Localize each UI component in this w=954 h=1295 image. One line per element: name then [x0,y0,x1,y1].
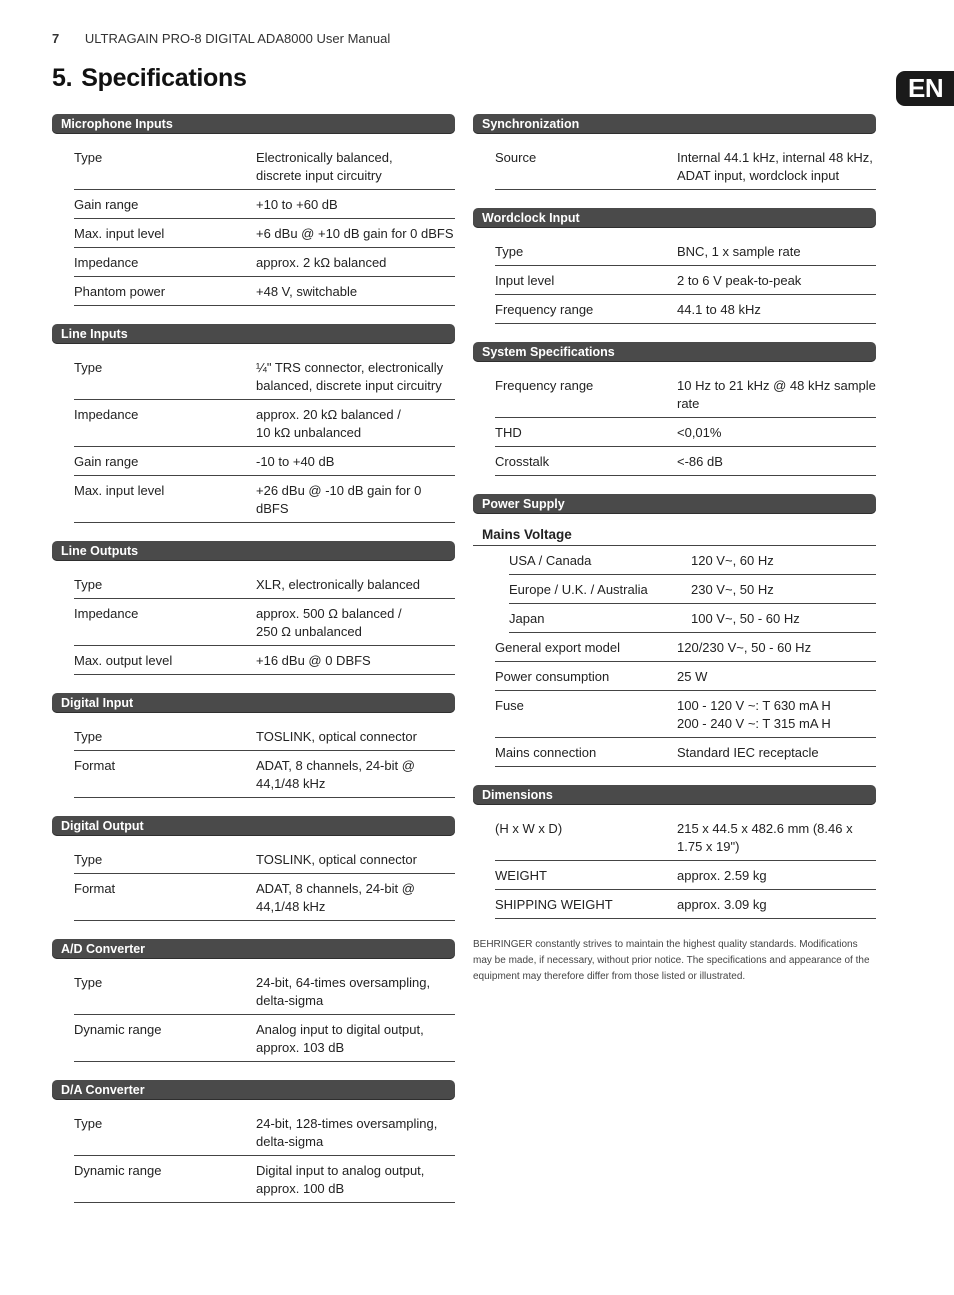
spec-row [509,575,876,604]
spec-value: approx. 2 kΩ balanced [256,255,387,270]
spec-value: 100 V~, 50 - 60 Hz [691,611,800,626]
spec-label: Phantom power [74,284,166,299]
spec-value: +26 dBu @ -10 dB gain for 0 dBFS [256,483,422,516]
spec-label: Type [74,360,103,375]
spec-row [74,845,455,874]
spec-label: Input level [495,273,555,288]
page-title [52,64,247,93]
spec-value: XLR, electronically balanced [256,577,421,592]
subsection-title: Mains Voltage [473,523,876,546]
spec-value: Digital input to analog output, approx. 100 dB [256,1163,425,1196]
spec-row [74,248,455,277]
section-header: D/A Converter [52,1080,455,1100]
spec-value: +48 V, switchable [256,284,358,299]
section-body [473,814,876,919]
section-header: System Specifications [473,342,876,362]
spec-section [473,114,876,190]
spec-value: 120 V~, 60 Hz [691,553,774,568]
spec-value: Standard IEC receptacle [677,745,819,760]
spec-label: Mains connection [495,745,597,760]
spec-section [52,114,455,306]
spec-value: Analog input to digital output, approx. 103 dB [256,1022,424,1055]
spec-row [74,968,455,1015]
spec-label: Type [74,852,103,867]
spec-label: Gain range [74,454,139,469]
spec-label: Format [74,758,116,773]
spec-value: +10 to +60 dB [256,197,338,212]
spec-value: TOSLINK, optical connector [256,852,417,867]
spec-row [74,722,455,751]
spec-label: Power consumption [495,669,610,684]
spec-row [495,738,876,767]
spec-value: 100 - 120 V ~: T 630 mA H 200 - 240 V ~: T 315 mA H [677,698,831,731]
spec-value: 24-bit, 64-times oversampling, delta-sigma [256,975,431,1008]
spec-value: ¼" TRS connector, electronically balanced, discrete input circuitry [256,360,444,393]
spec-row [74,599,455,646]
spec-value: 215 x 44.5 x 482.6 mm (8.46 x 1.75 x 19") [677,821,853,854]
spec-label: Source [495,150,537,165]
spec-row [495,633,876,662]
spec-value: Electronically balanced, discrete input circuitry [256,150,393,183]
spec-row [495,861,876,890]
spec-label: SHIPPING WEIGHT [495,897,613,912]
page-header [52,31,390,46]
spec-value: 44.1 to 48 kHz [677,302,761,317]
spec-section [473,208,876,324]
spec-row [74,277,455,306]
section-body [52,722,455,798]
spec-section [473,342,876,476]
spec-section [52,939,455,1062]
section-header: A/D Converter [52,939,455,959]
spec-row [74,143,455,190]
spec-section [52,324,455,523]
spec-value: 10 Hz to 21 kHz @ 48 kHz sample rate [677,378,876,411]
spec-row [74,219,455,248]
spec-value: 24-bit, 128-times oversampling, delta-sigma [256,1116,438,1149]
spec-label: Type [74,1116,103,1131]
section-body [52,845,455,921]
spec-section [52,693,455,798]
spec-label: Japan [509,611,545,626]
section-header: Dimensions [473,785,876,805]
spec-label: Max. input level [74,226,165,241]
spec-section [473,494,876,767]
section-body [52,353,455,523]
spec-value: <0,01% [677,425,722,440]
language-tab: EN [896,71,954,106]
left-column [52,114,455,1221]
spec-value: approx. 20 kΩ balanced / 10 kΩ unbalanced [256,407,401,440]
spec-value: 120/230 V~, 50 - 60 Hz [677,640,812,655]
page-number: 7 [52,31,60,46]
spec-label: Max. output level [74,653,173,668]
section-number: 5. [52,64,73,92]
spec-row [509,546,876,575]
section-body [473,143,876,190]
spec-value: approx. 3.09 kg [677,897,767,912]
spec-value: -10 to +40 dB [256,454,335,469]
section-body [52,143,455,306]
spec-row [495,295,876,324]
spec-label: Impedance [74,255,139,270]
spec-label: Europe / U.K. / Australia [509,582,648,597]
spec-row [74,1156,455,1203]
section-header: Synchronization [473,114,876,134]
section-title: Specifications [81,64,247,92]
spec-row [509,604,876,633]
spec-label: Fuse [495,698,524,713]
spec-row [74,353,455,400]
spec-row [74,400,455,447]
spec-row [495,814,876,861]
section-body [52,1109,455,1203]
spec-value: approx. 2.59 kg [677,868,767,883]
spec-label: General export model [495,640,621,655]
spec-value: BNC, 1 x sample rate [677,244,801,259]
spec-label: Impedance [74,606,139,621]
spec-label: Gain range [74,197,139,212]
spec-label: WEIGHT [495,868,547,883]
spec-value: 230 V~, 50 Hz [691,582,774,597]
spec-label: Max. input level [74,483,165,498]
section-body [52,570,455,675]
spec-row [74,751,455,798]
spec-label: Impedance [74,407,139,422]
spec-row [495,143,876,190]
spec-value: TOSLINK, optical connector [256,729,417,744]
section-body [473,546,876,767]
right-column [473,114,876,985]
section-header: Line Outputs [52,541,455,561]
indented-rows [495,546,876,633]
spec-value: ADAT, 8 channels, 24-bit @ 44,1/48 kHz [256,758,415,791]
spec-row [74,190,455,219]
section-body [473,237,876,324]
section-header: Line Inputs [52,324,455,344]
section-header: Digital Input [52,693,455,713]
spec-row [495,890,876,919]
spec-section [52,816,455,921]
spec-row [74,1015,455,1062]
spec-label: Type [74,729,103,744]
spec-label: Type [74,975,103,990]
section-header: Microphone Inputs [52,114,455,134]
spec-label: Dynamic range [74,1022,162,1037]
spec-value: ADAT, 8 channels, 24-bit @ 44,1/48 kHz [256,881,415,914]
spec-label: Type [74,150,103,165]
spec-value: +6 dBu @ +10 dB gain for 0 dBFS [256,226,454,241]
spec-label: Type [74,577,103,592]
disclaimer-note: BEHRINGER constantly strives to maintain the highest quality standards. Modifications may be made, if necessary, without prior notice. The specifications and appearance of the equipment may therefore differ from those listed or illustrated. [473,939,870,982]
spec-row [495,237,876,266]
spec-row [495,418,876,447]
spec-row [495,447,876,476]
section-body [473,371,876,476]
spec-row [495,662,876,691]
spec-label: THD [495,425,522,440]
spec-row [74,874,455,921]
spec-row [495,266,876,295]
spec-section [52,1080,455,1203]
spec-label: Frequency range [495,378,594,393]
spec-value: 25 W [677,669,708,684]
spec-label: Dynamic range [74,1163,162,1178]
spec-row [74,646,455,675]
spec-value: +16 dBu @ 0 DBFS [256,653,371,668]
spec-section [52,541,455,675]
spec-value: Internal 44.1 kHz, internal 48 kHz, ADAT input, wordclock input [677,150,873,183]
spec-label: USA / Canada [509,553,592,568]
spec-label: (H x W x D) [495,821,563,836]
document-title: ULTRAGAIN PRO-8 DIGITAL ADA8000 User Manual [84,31,391,46]
spec-row [74,476,455,523]
spec-label: Type [495,244,524,259]
section-header: Wordclock Input [473,208,876,228]
spec-row [495,691,876,738]
spec-row [74,570,455,599]
spec-section [473,785,876,919]
spec-row [74,1109,455,1156]
spec-label: Frequency range [495,302,594,317]
spec-value: <-86 dB [677,454,723,469]
section-header: Power Supply [473,494,876,514]
section-body [52,968,455,1062]
spec-label: Crosstalk [495,454,550,469]
spec-row [74,447,455,476]
spec-row [495,371,876,418]
spec-label: Format [74,881,116,896]
section-header: Digital Output [52,816,455,836]
spec-value: approx. 500 Ω balanced / 250 Ω unbalanced [256,606,402,639]
spec-value: 2 to 6 V peak-to-peak [677,273,802,288]
